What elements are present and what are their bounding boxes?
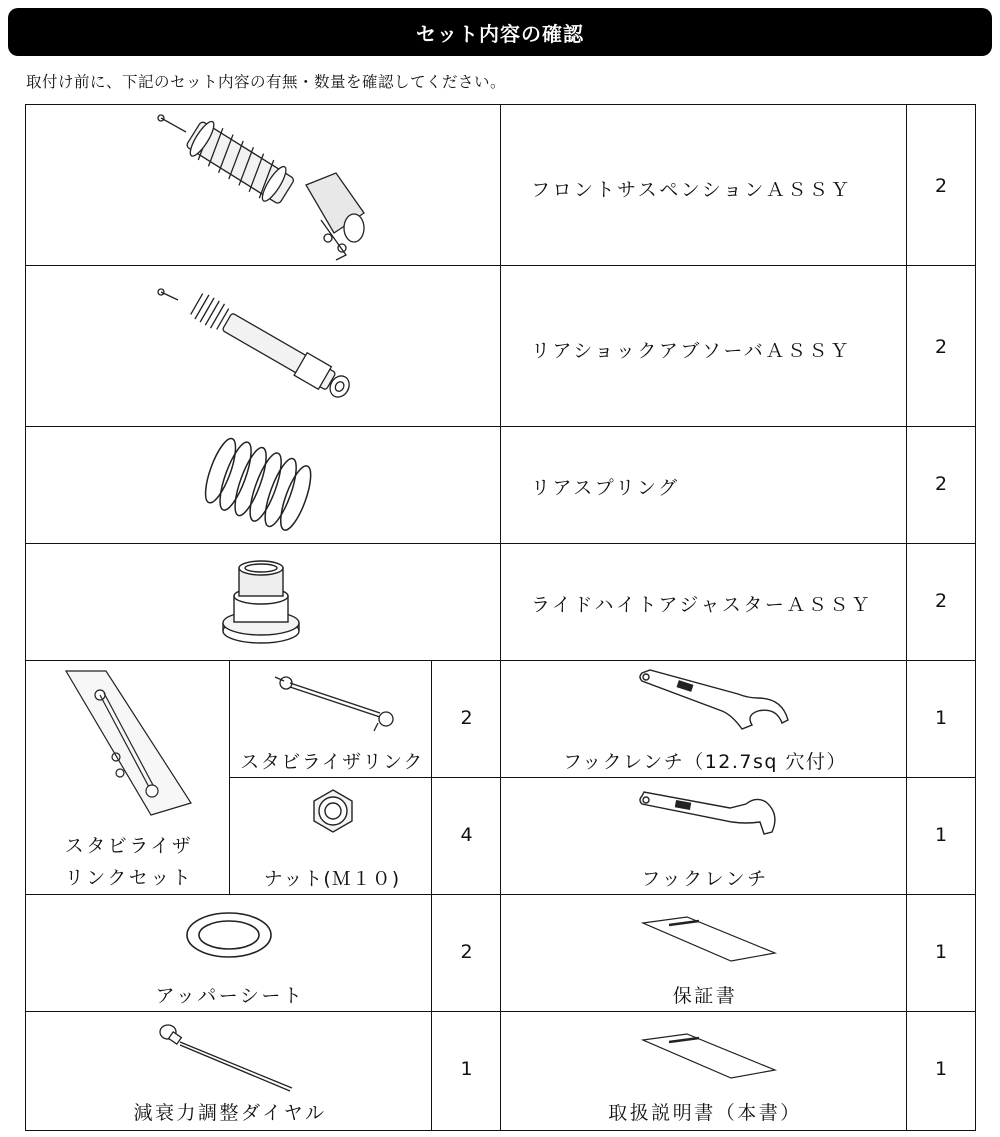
hook-wrench-sq-qty-cell xyxy=(906,660,976,779)
intro-text: 取付け前に、下記のセット内容の有無・数量を確認してください。 xyxy=(26,73,507,91)
stabilizer-link-illustration xyxy=(270,665,400,735)
rear-spring-name: リアスプリング xyxy=(531,477,680,499)
ride-height-qty: 2 xyxy=(934,590,948,612)
stabilizer-set-name-line1: スタビライザ xyxy=(64,835,194,857)
nut-name: ナット(Ｍ１０) xyxy=(263,868,401,890)
manual-qty: 1 xyxy=(934,1058,948,1080)
rear-shock-qty: 2 xyxy=(934,336,948,358)
rear-shock-image-cell xyxy=(25,265,502,428)
warranty-qty: 1 xyxy=(934,941,948,963)
manual-document-illustration xyxy=(639,1030,779,1080)
nut-cell xyxy=(229,777,433,896)
stabilizer-link-cell xyxy=(229,660,433,779)
hook-wrench-qty-cell xyxy=(906,777,976,896)
hook-wrench-name: フックレンチ xyxy=(641,868,769,890)
hook-wrench-illustration xyxy=(636,790,786,850)
front-suspension-name-cell xyxy=(500,104,908,267)
rear-spring-name-cell xyxy=(500,426,908,545)
stabilizer-set-name-line2: リンクセット xyxy=(64,867,194,889)
damping-dial-illustration xyxy=(156,1022,296,1092)
stabilizer-set-package-illustration xyxy=(64,669,194,819)
section-title-text: セット内容の確認 xyxy=(416,21,584,46)
upper-seat-illustration xyxy=(184,909,274,961)
stabilizer-link-qty-cell xyxy=(431,660,502,779)
rear-shock-illustration xyxy=(156,284,376,414)
rear-spring-illustration xyxy=(198,435,323,535)
hook-wrench-sq-illustration xyxy=(636,665,786,735)
ride-height-name: ライドハイトアジャスターＡＳＳＹ xyxy=(531,594,873,616)
ride-height-name-cell xyxy=(500,543,908,662)
stabilizer-link-name: スタビライザリンク xyxy=(240,751,424,773)
warranty-name: 保証書 xyxy=(672,985,738,1007)
damping-dial-cell xyxy=(25,1011,433,1131)
hook-wrench-sq-qty: 1 xyxy=(934,707,948,729)
warranty-qty-cell xyxy=(906,894,976,1013)
hook-wrench-sq-cell xyxy=(500,660,908,779)
front-suspension-qty-cell xyxy=(906,104,976,267)
hook-wrench-cell xyxy=(500,777,908,896)
rear-shock-name: リアショックアブソーバＡＳＳＹ xyxy=(531,340,852,362)
hook-wrench-qty: 1 xyxy=(934,824,948,846)
nut-illustration xyxy=(308,786,358,836)
manual-cell xyxy=(500,1011,908,1131)
rear-spring-image-cell xyxy=(25,426,502,545)
damping-dial-qty-cell xyxy=(431,1011,502,1131)
front-suspension-image-cell xyxy=(25,104,502,267)
front-suspension-name: フロントサスペンションＡＳＳＹ xyxy=(531,179,852,201)
hook-wrench-sq-name: フックレンチ（12.7sq 穴付） xyxy=(563,751,847,773)
damping-dial-name: 減衰力調整ダイヤル xyxy=(133,1102,327,1124)
rear-shock-name-cell xyxy=(500,265,908,428)
rear-spring-qty: 2 xyxy=(934,473,948,495)
front-suspension-illustration xyxy=(156,110,376,265)
ride-height-image-cell xyxy=(25,543,502,662)
warranty-document-illustration xyxy=(639,913,779,963)
stabilizer-set-cell xyxy=(25,660,231,896)
ride-height-adjuster-illustration xyxy=(216,556,306,648)
front-suspension-qty: 2 xyxy=(934,175,948,197)
nut-qty: 4 xyxy=(460,824,473,846)
rear-shock-qty-cell xyxy=(906,265,976,428)
nut-qty-cell xyxy=(431,777,502,896)
damping-dial-qty: 1 xyxy=(460,1058,473,1080)
manual-qty-cell xyxy=(906,1011,976,1131)
upper-seat-qty: 2 xyxy=(460,941,473,963)
upper-seat-qty-cell xyxy=(431,894,502,1013)
stabilizer-link-qty: 2 xyxy=(460,707,473,729)
ride-height-qty-cell xyxy=(906,543,976,662)
manual-name: 取扱説明書（本書） xyxy=(608,1102,802,1124)
upper-seat-cell xyxy=(25,894,433,1013)
section-title xyxy=(8,8,992,56)
warranty-cell xyxy=(500,894,908,1013)
rear-spring-qty-cell xyxy=(906,426,976,545)
upper-seat-name: アッパーシート xyxy=(155,985,305,1007)
